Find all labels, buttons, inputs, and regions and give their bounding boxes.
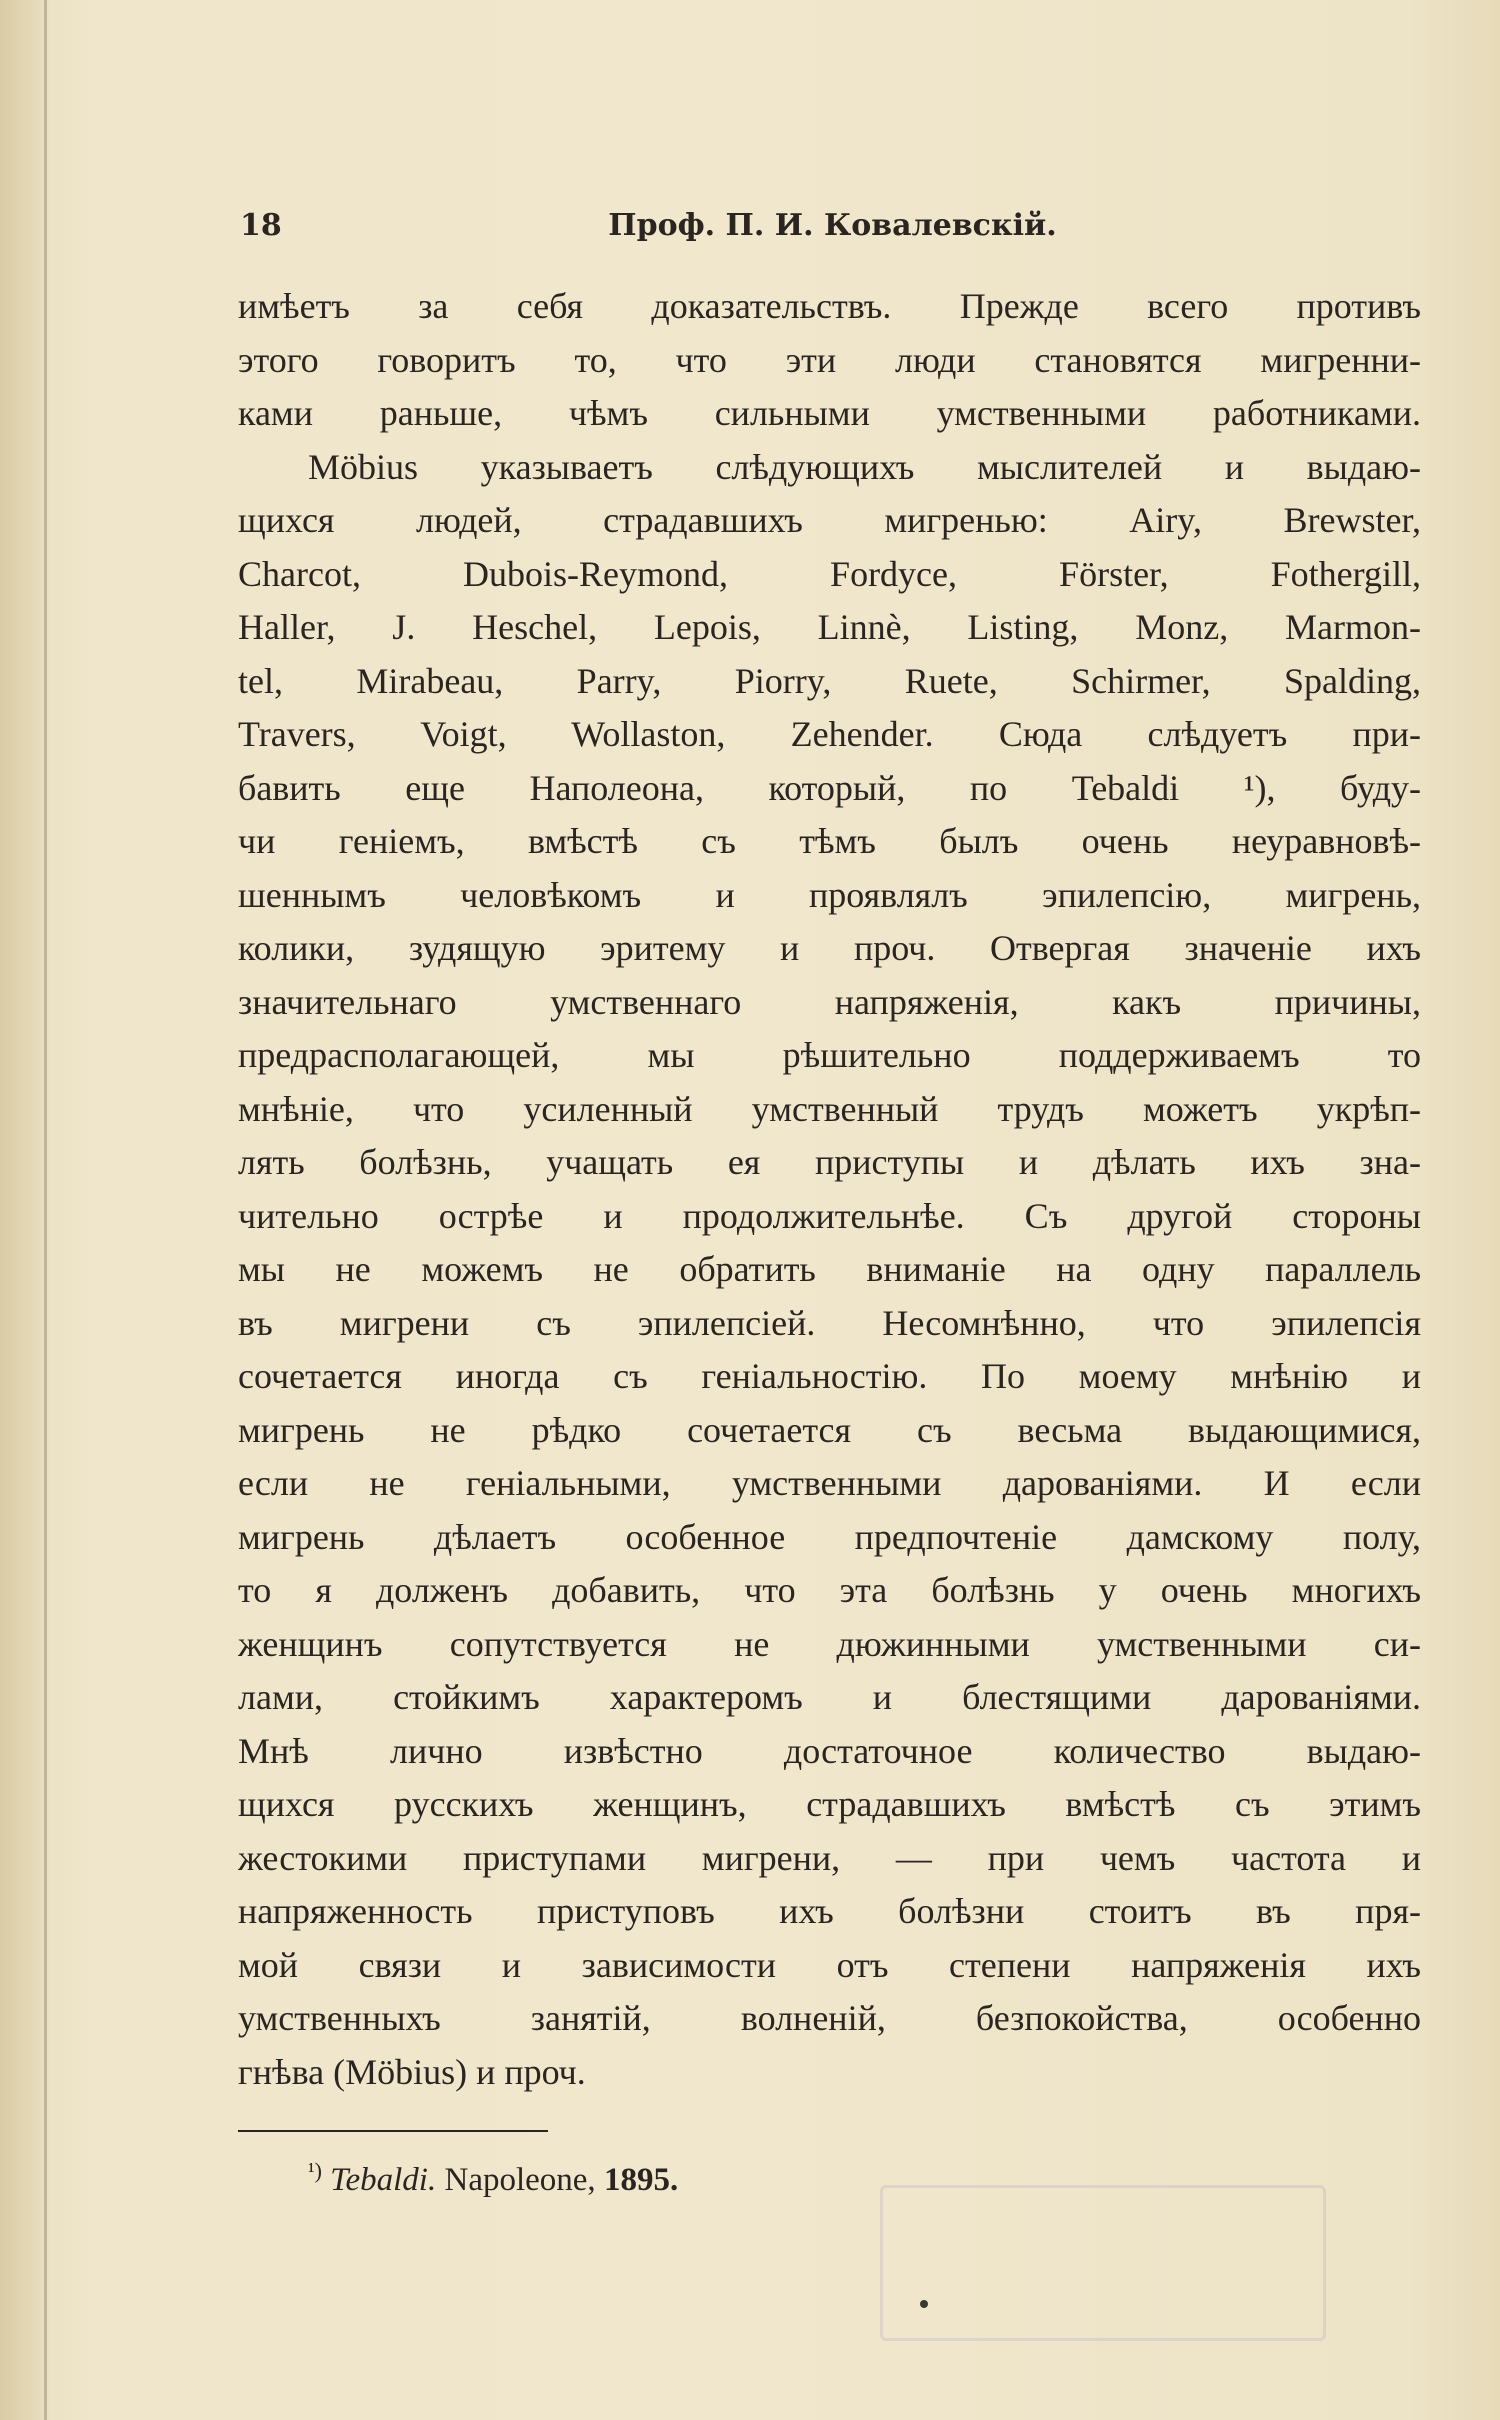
text-line: чительно острѣе и продолжительнѣе. Съ другой стороны [238,1195,1421,1236]
text-line: щихся людей, страдавшихъ мигренью: Airy, Brewster, [238,500,1421,540]
text-line: этого говоритъ то, что эти люди становятся мигренни- [238,339,1421,380]
footnote-marker: ¹) [308,2158,322,2183]
text-line: напряженность приступовъ ихъ болѣзни стоитъ въ пря- [238,1891,1421,1931]
text-line: жестокими приступами мигрени, — при чемъ частота и [238,1837,1421,1878]
text-line: колики, зудящую эритему и проч. Отвергая значеніе ихъ [238,928,1421,968]
body-text [238,280,1421,2099]
paragraph-end-line: гнѣва (Möbius) и проч. [238,2051,586,2092]
text-line: лами, стойкимъ характеромъ и блестящими дарованіями. [238,1677,1421,1717]
running-title: Проф. П. И. Ковалевскій. [608,208,1057,243]
text-line: сочетается иногда съ геніальностію. По моему мнѣнію и [238,1356,1421,1396]
footnote [308,2158,678,2202]
text-line: ками раньше, чѣмъ сильными умственными работниками. [238,393,1421,433]
text-line: то я долженъ добавить, что эта болѣзнь у очень многихъ [238,1570,1421,1610]
text-line: мигрень дѣлаетъ особенное предпочтеніе дамскому полу, [238,1516,1421,1557]
footnote-year: 1895. [603,2162,679,2198]
text-line: щихся русскихъ женщинъ, страдавшихъ вмѣстѣ съ этимъ [238,1784,1421,1824]
page-gutter-shadow [0,0,50,2420]
text-line: лять болѣзнь, учащать ея приступы и дѣлать ихъ зна- [238,1142,1421,1182]
text-line: мнѣніе, что усиленный умственный трудъ можетъ укрѣп- [238,1088,1421,1129]
text-line: Мнѣ лично извѣстно достаточное количество выдаю- [238,1730,1421,1771]
text-line: мигрень не рѣдко сочетается съ весьма выдающимися, [238,1409,1421,1450]
footnote-divider [238,2130,548,2132]
text-line: если не геніальными, умственными дарованіями. И если [238,1463,1421,1503]
text-line: имѣетъ за себя доказательствъ. Прежде всего противъ [238,286,1421,326]
text-line: чи геніемъ, вмѣстѣ съ тѣмъ былъ очень неуравновѣ- [238,821,1421,861]
text-line: мы не можемъ не обратить вниманіе на одну параллель [238,1249,1421,1289]
text-line: Haller, J. Heschel, Lepois, Linnè, Listing, Monz, Marmon- [238,607,1421,647]
text-line: бавить еще Наполеона, который, по Tebaldi ¹), буду- [238,767,1421,808]
text-line: умственныхъ занятій, волненій, безпокойства, особенно [238,1998,1421,2038]
page-header [240,208,1425,252]
footnote-author: Tebaldi. [330,2162,437,2198]
text-line: tel, Mirabeau, Parry, Piorry, Ruete, Schirmer, Spalding, [238,660,1421,701]
text-line: женщинъ сопутствуется не дюжинными умственными си- [238,1623,1421,1664]
text-line: предрасполагающей, мы рѣшительно поддерживаемъ то [238,1035,1421,1075]
ink-speck [920,2300,928,2308]
text-line: въ мигрени съ эпилепсіей. Несомнѣнно, что эпилепсія [238,1302,1421,1343]
text-line: значительнаго умственнаго напряженія, какъ причины, [238,981,1421,1022]
text-line: шеннымъ человѣкомъ и проявлялъ эпилепсію, мигрень, [238,874,1421,915]
gutter-line [44,0,47,2420]
paragraph-start-line: Möbius указываетъ слѣдующихъ мыслителей и выдаю- [308,446,1421,487]
footnote-title: Napoleone, [444,2162,596,2198]
faded-library-stamp [880,2185,1326,2341]
text-line: Travers, Voigt, Wollaston, Zehender. Сюда слѣдуетъ при- [238,714,1421,754]
page-number: 18 [240,208,282,243]
text-line: Charcot, Dubois-Reymond, Fordyce, Förster, Fothergill, [238,553,1421,594]
text-line: мой связи и зависимости отъ степени напряженія ихъ [238,1944,1421,1985]
